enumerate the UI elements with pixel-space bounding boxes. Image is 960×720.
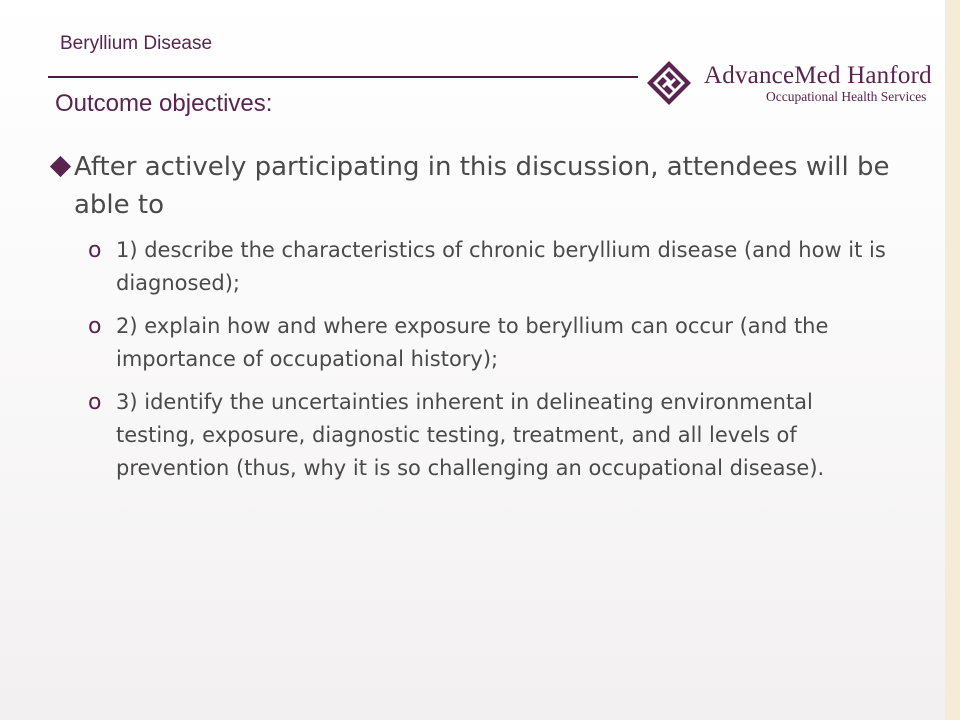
header-divider [48,76,638,78]
sub-bullet-marker: o [88,238,102,263]
main-bullet-text: After actively participating in this discussion, attendees will be able to [74,152,890,220]
diamond-logo-icon [646,60,692,106]
sub-bullet-text: 1) describe the characteristics of chronic beryllium disease (and how it is diagnosed); [116,238,886,295]
sub-bullet-marker: o [88,314,102,339]
sub-bullet-item [88,234,908,300]
main-bullet [48,148,908,224]
sub-bullet-item [88,310,908,376]
sub-bullet-text: 2) explain how and where exposure to beryllium can occur (and the importance of occupational history); [116,314,829,371]
header-title: Beryllium Disease [60,33,213,54]
sub-bullet-item [88,386,908,485]
sub-bullet-marker: o [88,390,102,415]
right-accent-stripe [945,0,960,720]
diamond-bullet-icon [50,156,71,177]
sub-bullet-text: 3) identify the uncertainties inherent in delineating environmental testing, exposure, diagnostic testing, treatment, and all levels of prevention (thus, why it is so challenging an occupational disease). [116,390,825,480]
logo-name: AdvanceMed Hanford [704,62,932,89]
logo-subtitle: Occupational Health Services [766,89,927,104]
sub-bullet-list [48,234,908,485]
objectives-content [48,148,908,495]
section-title: Outcome objectives: [55,90,273,117]
company-logo [646,58,941,108]
